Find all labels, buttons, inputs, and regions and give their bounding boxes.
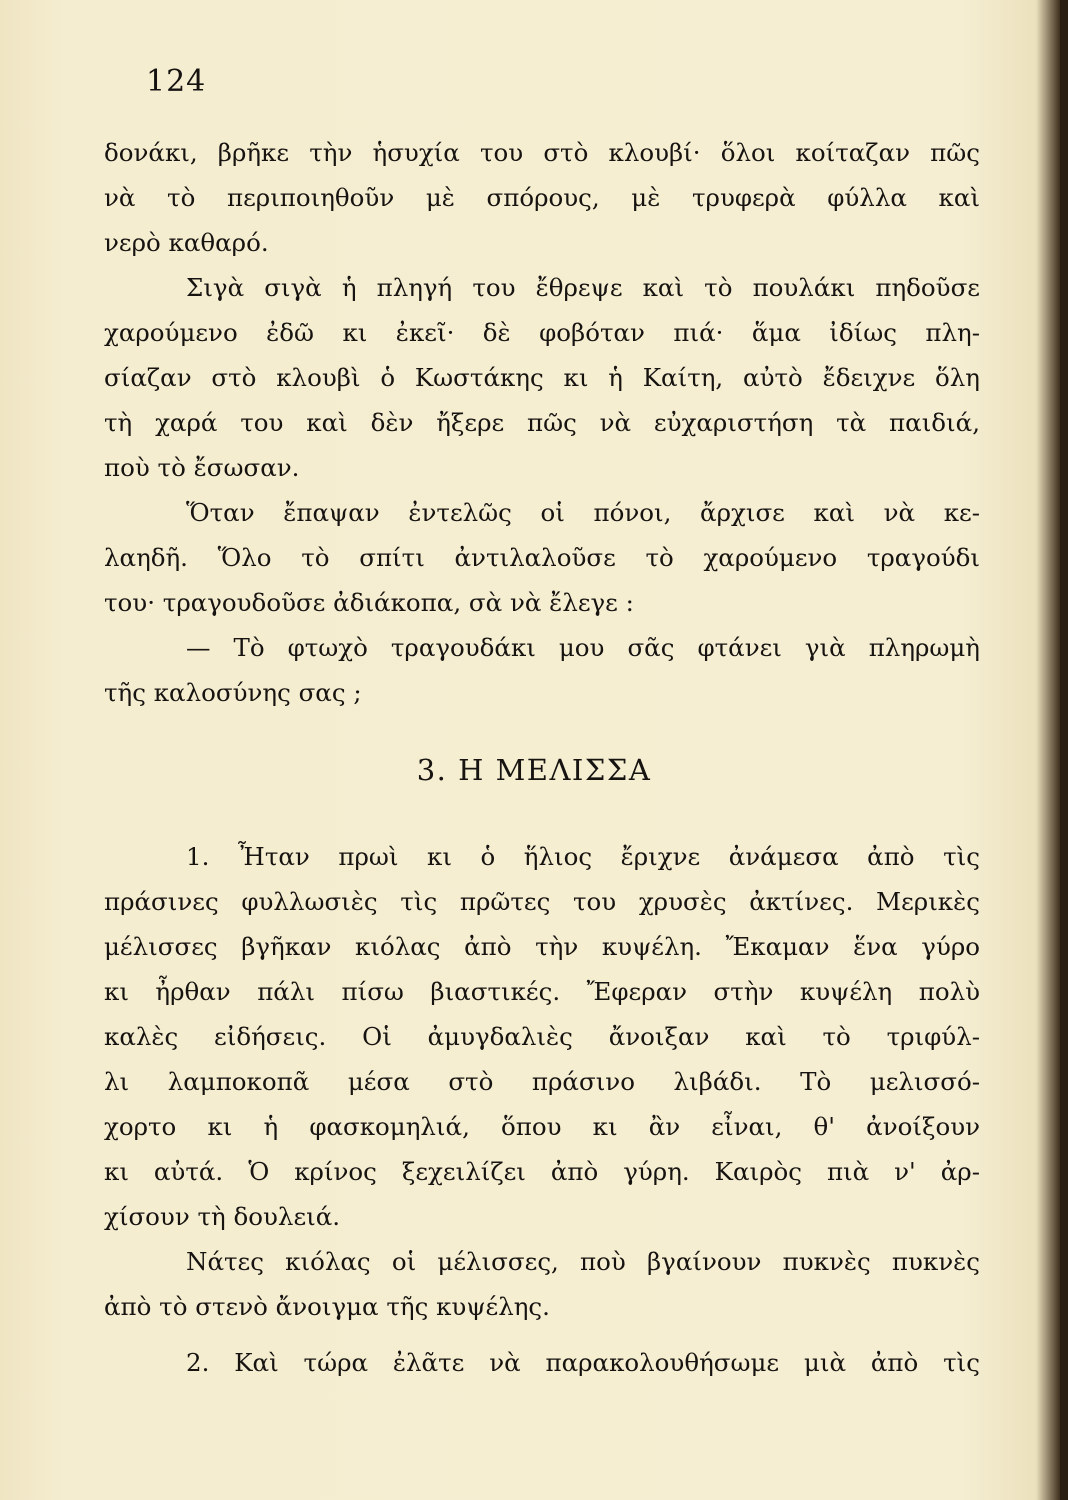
text-line: Ὅταν ἔπαψαν ἐντελῶς οἱ πόνοι, ἄρχισε καὶ νὰ κε-	[186, 498, 980, 527]
page-number: 124	[146, 64, 207, 99]
text-line: Σιγὰ σιγὰ ἡ πληγή του ἔθρεψε καὶ τὸ πουλάκι πηδοῦσε	[186, 273, 980, 302]
text-line: λαηδῆ. Ὅλο τὸ σπίτι ἀντιλαλοῦσε τὸ χαρούμενο τραγούδι	[104, 543, 980, 572]
bee-section-text	[104, 834, 980, 1329]
text-line: μέλισσες βγῆκαν κιόλας ἀπὸ τὴν κυψέλη. Ἔκαμαν ἕνα γύρο	[104, 932, 980, 961]
text-line: Νάτες κιόλας οἱ μέλισσες, ποὺ βγαίνουν πυκνὲς πυκνὲς	[186, 1247, 980, 1276]
text-line: σίαζαν στὸ κλουβὶ ὁ Κωστάκης κι ἡ Καίτη, αὐτὸ ἔδειχνε ὅλη	[104, 363, 980, 392]
text-line: του· τραγουδοῦσε ἀδιάκοπα, σὰ νὰ ἔλεγε :	[104, 588, 634, 617]
text-line: λι λαμποκοπᾶ μέσα στὸ πράσινο λιβάδι. Τὸ μελισσό-	[104, 1067, 980, 1096]
text-line: κι ἦρθαν πάλι πίσω βιαστικές. Ἔφεραν στὴν κυψέλη πολὺ	[104, 977, 980, 1006]
text-line: 1. Ἦταν πρωὶ κι ὁ ἥλιος ἔριχνε ἀνάμεσα ἀπὸ τὶς	[186, 842, 980, 871]
page-edge-shadow	[1060, 0, 1068, 1500]
text-line: — Τὸ φτωχὸ τραγουδάκι μου σᾶς φτάνει γιὰ πληρωμὴ	[186, 633, 980, 662]
text-line: νερὸ καθαρό.	[104, 228, 269, 257]
text-line: καλὲς εἰδήσεις. Οἱ ἀμυγδαλιὲς ἄνοιξαν καὶ τὸ τριφύλ-	[104, 1022, 980, 1051]
text-line: ποὺ τὸ ἔσωσαν.	[104, 453, 300, 482]
text-line: τῆς καλοσύνης σας ;	[104, 678, 362, 707]
section-heading: 3. Η ΜΕΛΙΣΣΑ	[416, 753, 652, 787]
story-text-continuation	[104, 130, 980, 715]
text-line: νὰ τὸ περιποιηθοῦν μὲ σπόρους, μὲ τρυφερὰ φύλλα καὶ	[104, 183, 980, 212]
bee-section-text-continued	[104, 1340, 980, 1385]
text-line: πράσινες φυλλωσιὲς τὶς πρῶτες του χρυσὲς ἀκτίνες. Μερικὲς	[104, 887, 980, 916]
text-line: ἀπὸ τὸ στενὸ ἄνοιγμα τῆς κυψέλης.	[104, 1292, 550, 1321]
text-line: χίσουν τὴ δουλειά.	[104, 1202, 341, 1231]
text-line: χαρούμενο ἐδῶ κι ἐκεῖ· δὲ φοβόταν πιά· ἅμα ἰδίως πλη-	[104, 318, 980, 347]
text-line: 2. Καὶ τώρα ἐλᾶτε νὰ παρακολουθήσωμε μιὰ ἀπὸ τὶς	[186, 1348, 980, 1377]
text-line: χορτο κι ἡ φασκομηλιά, ὅπου κι ἂν εἶναι, θ' ἀνοίξουν	[104, 1112, 980, 1141]
text-line: δονάκι, βρῆκε τὴν ἡσυχία του στὸ κλουβί· ὅλοι κοίταζαν πῶς	[104, 138, 980, 167]
text-line: τὴ χαρά του καὶ δὲν ἤξερε πῶς νὰ εὐχαριστήση τὰ παιδιά,	[104, 408, 980, 437]
text-line: κι αὐτά. Ὁ κρίνος ξεχειλίζει ἀπὸ γύρη. Καιρὸς πιὰ ν' ἀρ-	[104, 1157, 980, 1186]
